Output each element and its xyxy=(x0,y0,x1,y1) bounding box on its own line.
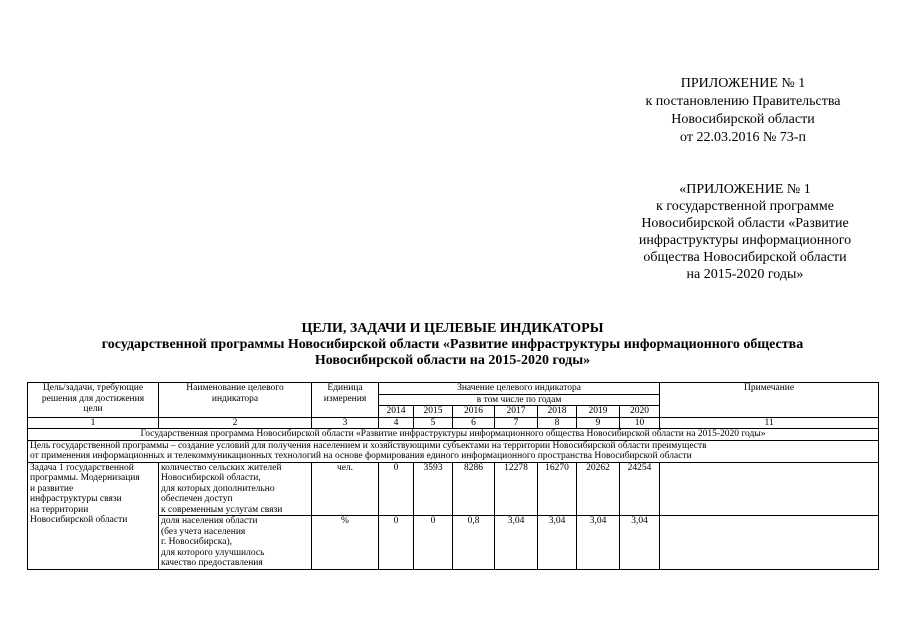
header-by-years: в том числе по годам xyxy=(379,394,660,406)
value-cell: 8286 xyxy=(453,462,495,516)
value-cell: 24254 xyxy=(620,462,660,516)
header-value: Значение целевого индикатора xyxy=(379,383,660,395)
value-cell: 16270 xyxy=(538,462,577,516)
value-cell: 0 xyxy=(379,462,414,516)
header-year: 2020 xyxy=(620,406,660,418)
value-cell: 3,04 xyxy=(577,516,620,570)
appendix-line: инфраструктуры информационного xyxy=(638,233,852,248)
document-title xyxy=(20,321,885,369)
value-cell: 3593 xyxy=(414,462,453,516)
indicator-cell: количество сельских жителей Новосибирской области, для которых дополнительно обеспечен доступ к современным услугам связи xyxy=(159,462,312,516)
header-indicator: Наименование целевого индикатора xyxy=(159,383,312,418)
column-number: 2 xyxy=(159,417,312,429)
appendix-line: ПРИЛОЖЕНИЕ № 1 xyxy=(680,76,806,91)
column-number: 7 xyxy=(495,417,538,429)
unit-cell: чел. xyxy=(312,462,379,516)
value-cell: 3,04 xyxy=(620,516,660,570)
column-number: 6 xyxy=(453,417,495,429)
indicators-table xyxy=(27,382,879,570)
goal-row xyxy=(28,440,879,462)
value-cell: 0 xyxy=(414,516,453,570)
value-cell: 0 xyxy=(379,516,414,570)
program-title-cell: Государственная программа Новосибирской области «Развитие инфраструктуры информационного общества Новосибирской области на 2015-2020 годы» xyxy=(28,429,879,441)
value-cell: 3,04 xyxy=(538,516,577,570)
header-note: Примечание xyxy=(660,383,879,418)
column-number: 11 xyxy=(660,417,879,429)
header-year: 2018 xyxy=(538,406,577,418)
column-number: 5 xyxy=(414,417,453,429)
header-year: 2016 xyxy=(453,406,495,418)
header-unit: Единица измерения xyxy=(312,383,379,418)
column-number: 1 xyxy=(28,417,159,429)
column-number-row xyxy=(28,417,879,429)
column-number: 4 xyxy=(379,417,414,429)
table-row xyxy=(28,462,879,516)
header-goal: Цель/задачи, требующие решения для достижения цели xyxy=(28,383,159,418)
header-year: 2014 xyxy=(379,406,414,418)
header-year: 2019 xyxy=(577,406,620,418)
header-year: 2015 xyxy=(414,406,453,418)
appendix-line: Новосибирской области «Развитие xyxy=(641,216,849,231)
column-number: 10 xyxy=(620,417,660,429)
appendix-line: к постановлению Правительства xyxy=(645,94,841,109)
appendix-header-program xyxy=(604,181,886,283)
header-year: 2017 xyxy=(495,406,538,418)
title-line: государственной программы Новосибирской области «Развитие инфраструктуры информационного общества xyxy=(101,337,804,352)
appendix-line: Новосибирской области xyxy=(671,112,815,127)
indicator-cell: доля населения области (без учета населения г. Новосибирска), для которого улучшилось качество предоставления xyxy=(159,516,312,570)
appendix-line: на 2015-2020 годы» xyxy=(686,267,804,282)
task-cell: Задача 1 государственной программы. Модернизация и развитие инфраструктуры связи на территории Новосибирской области xyxy=(28,462,159,569)
appendix-line: «ПРИЛОЖЕНИЕ № 1 xyxy=(679,182,811,197)
appendix-header-decree xyxy=(612,75,874,147)
column-number: 9 xyxy=(577,417,620,429)
column-number: 3 xyxy=(312,417,379,429)
appendix-line: к государственной программе xyxy=(656,199,834,214)
appendix-line: от 22.03.2016 № 73-п xyxy=(680,130,806,145)
program-row xyxy=(28,429,879,441)
column-number: 8 xyxy=(538,417,577,429)
value-cell: 3,04 xyxy=(495,516,538,570)
note-cell xyxy=(660,462,879,516)
title-line: Новосибирской области на 2015-2020 годы» xyxy=(314,353,591,368)
goal-cell: Цель государственной программы – создание условий для получения населением и хозяйствующими субъектами на территории Новосибирской области преимуществ от применения информационных и телекоммуникационных технологий на основе формирования единого информационного пространства Новосибирской области xyxy=(28,440,879,462)
table-header-row xyxy=(28,383,879,395)
value-cell: 12278 xyxy=(495,462,538,516)
title-line: ЦЕЛИ, ЗАДАЧИ И ЦЕЛЕВЫЕ ИНДИКАТОРЫ xyxy=(301,321,604,336)
appendix-line: общества Новосибирской области xyxy=(643,250,847,265)
value-cell: 20262 xyxy=(577,462,620,516)
note-cell xyxy=(660,516,879,570)
value-cell: 0,8 xyxy=(453,516,495,570)
unit-cell: % xyxy=(312,516,379,570)
